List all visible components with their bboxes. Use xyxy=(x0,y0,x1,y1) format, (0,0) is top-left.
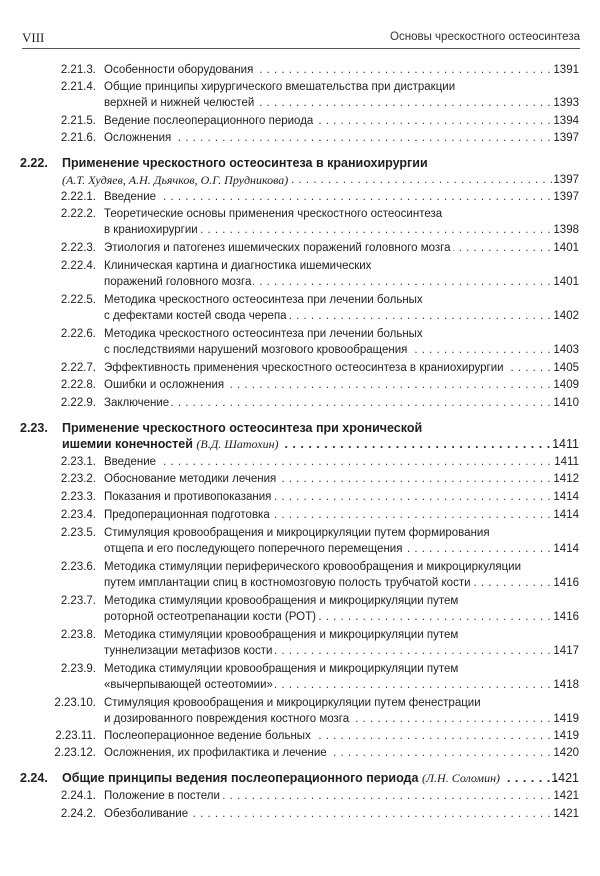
toc-entry-page: 1411 xyxy=(554,456,579,468)
toc-entry xyxy=(0,471,600,487)
toc-entry-number: 2.21.3. xyxy=(60,64,96,76)
toc-entry xyxy=(0,806,600,822)
toc-entry-number: 2.22. xyxy=(20,156,48,170)
toc-entry-number: 2.22.5. xyxy=(60,294,96,306)
toc-entry-text: Обоснование методики лечения xyxy=(104,473,277,485)
toc-entry-page: 1420 xyxy=(553,747,579,759)
toc-entry-text: Ошибки и осложнения xyxy=(104,379,225,391)
toc-entry-text: Методика стимуляции кровообращения и микроциркуляции путем xyxy=(104,629,459,641)
toc-entry-title xyxy=(104,395,557,411)
toc-entry-title xyxy=(62,770,557,786)
toc-entry-number: 2.23.10. xyxy=(54,697,96,709)
toc-entry xyxy=(0,377,600,393)
toc-entry xyxy=(0,240,600,256)
toc-entry-page: 1401 xyxy=(553,242,579,254)
toc-entry-text: отщепа и его последующего поперечного перемещения xyxy=(104,543,403,555)
toc-entry-page: 1414 xyxy=(553,509,579,521)
toc-entry-number: 2.23.6. xyxy=(60,561,96,573)
toc-entry-text: Методика чрескостного остеосинтеза при лечении больных xyxy=(104,294,423,306)
page-number-roman: VIII xyxy=(22,30,45,45)
toc-entry xyxy=(0,507,600,523)
toc-entry-number: 2.22.1. xyxy=(60,191,96,203)
toc-entry-title xyxy=(104,627,557,643)
toc-entry-text: Применение чрескостного остеосинтеза при хронической xyxy=(62,421,423,435)
toc-entry xyxy=(0,308,600,324)
toc-entry-page: 1394 xyxy=(553,115,579,127)
toc-entry xyxy=(0,292,600,308)
toc-entry xyxy=(0,95,600,111)
toc-entry-number: 2.23.7. xyxy=(60,595,96,607)
toc-entry xyxy=(0,609,600,625)
toc-entry xyxy=(0,661,600,677)
toc-entry-page: 1412 xyxy=(553,473,579,485)
toc-entry-number: 2.24. xyxy=(20,771,48,785)
toc-entry xyxy=(0,454,600,470)
toc-entry xyxy=(0,728,600,744)
toc-entry xyxy=(0,395,600,411)
toc-entry-text: Этиология и патогенез ишемических поражений головного мозга xyxy=(104,242,451,254)
toc-entry xyxy=(0,627,600,643)
toc-entry-text: (А.Т. Худяев, А.Н. Дьячков, О.Г. Прудникова) xyxy=(62,173,289,187)
toc-entry-text: Методика стимуляции кровообращения и микроциркуляции путем xyxy=(104,595,459,607)
toc-entry xyxy=(0,258,600,274)
toc-entry-number: 2.21.6. xyxy=(60,132,96,144)
toc-entry-title xyxy=(104,728,557,744)
toc-entry-number: 2.23.12. xyxy=(54,747,96,759)
toc-entry-number: 2.23.5. xyxy=(60,527,96,539)
toc-entry-number: 2.23.11. xyxy=(55,730,96,742)
toc-entry-title xyxy=(104,206,557,222)
toc-entry xyxy=(0,770,600,786)
toc-entry xyxy=(0,489,600,505)
toc-entry-title xyxy=(104,507,557,523)
toc-entry xyxy=(0,326,600,342)
toc-entry-title xyxy=(104,222,557,238)
toc-entry-text: Методика стимуляции периферического кровообращения и микроциркуляции xyxy=(104,561,522,573)
toc-entry xyxy=(0,172,600,188)
toc-entry-page: 1410 xyxy=(553,397,579,409)
toc-entry-page: 1414 xyxy=(553,543,579,555)
toc-entry-title xyxy=(104,806,557,822)
toc-entry-text: Введение xyxy=(104,191,157,203)
toc-entry-title xyxy=(104,745,557,761)
toc-entry-text: в краниохирургии xyxy=(104,224,198,236)
toc-entry-title xyxy=(104,593,557,609)
toc-entry-page: 1401 xyxy=(553,276,579,288)
toc-entry xyxy=(0,206,600,222)
toc-entry-number: 2.23.2. xyxy=(60,473,96,485)
toc-entry-text: поражений головного мозга xyxy=(104,276,252,288)
toc-entry-text: ишемии конечностей xyxy=(62,437,193,451)
toc-entry-number: 2.23. xyxy=(20,421,48,435)
toc-entry-number: 2.22.8. xyxy=(60,379,96,391)
toc-entry xyxy=(0,593,600,609)
toc-entry-number: 2.21.4. xyxy=(60,81,96,93)
toc-entry-text: Осложнения xyxy=(104,132,172,144)
toc-entry-author: (Л.Н. Соломин) xyxy=(421,771,501,785)
toc-entry-title xyxy=(104,643,557,659)
toc-entry-title xyxy=(104,326,557,342)
toc-entry-title xyxy=(104,454,557,470)
toc-entry-text: с дефектами костей свода черепа xyxy=(104,310,287,322)
toc-entry-text: роторной остеотрепанации кости (РОТ) xyxy=(104,611,316,623)
toc-entry-title xyxy=(104,541,557,557)
toc-entry-text: Заключение xyxy=(104,397,170,409)
toc-entry xyxy=(0,113,600,129)
toc-entry-title xyxy=(104,258,557,274)
toc-entry xyxy=(0,79,600,95)
toc-entry-title xyxy=(104,189,557,205)
toc-entry-text: Общие принципы хирургического вмешательства при дистракции xyxy=(104,81,456,93)
toc-entry-text: туннелизации метафизов кости xyxy=(104,645,273,657)
toc-entry xyxy=(0,360,600,376)
toc-entry-page: 1398 xyxy=(553,224,579,236)
toc-entry-title xyxy=(104,575,557,591)
toc-entry-text: Методика стимуляции кровообращения и микроциркуляции путем xyxy=(104,663,459,675)
toc-entry-number: 2.22.9. xyxy=(60,397,96,409)
toc-entry-title xyxy=(104,62,557,78)
toc-entry-text: Ведение послеоперационного периода xyxy=(104,115,314,127)
toc-entry-number: 2.22.3. xyxy=(60,242,96,254)
toc-entry-page: 1397 xyxy=(553,191,579,203)
toc-entry xyxy=(0,695,600,711)
toc-entry-page: 1419 xyxy=(553,730,579,742)
toc-entry-text: Показания и противопоказания xyxy=(104,491,272,503)
toc-entry xyxy=(0,342,600,358)
toc-entry-title xyxy=(104,695,557,711)
toc-entry xyxy=(0,559,600,575)
toc-entry-title xyxy=(104,130,557,146)
toc-entry-number: 2.24.2. xyxy=(60,808,96,820)
toc-entry-title xyxy=(104,79,557,95)
toc-entry-text: Осложнения, их профилактика и лечение xyxy=(104,747,327,759)
toc-entry-title xyxy=(104,113,557,129)
toc-entry-text: Применение чрескостного остеосинтеза в краниохирургии xyxy=(62,156,428,170)
toc-entry xyxy=(0,788,600,804)
toc-entry-page: 1397 xyxy=(553,132,579,144)
toc-entry-author: (В.Д. Шатохин) xyxy=(196,437,279,451)
toc-entry-title xyxy=(104,677,557,693)
toc-entry-number: 2.22.7. xyxy=(60,362,96,374)
toc-entry-text: Положение в постели xyxy=(104,790,220,802)
toc-entry-title xyxy=(104,308,557,324)
toc-entry-page: 1418 xyxy=(553,679,579,691)
toc-entry xyxy=(0,525,600,541)
toc-entry-text: Особенности оборудования xyxy=(104,64,254,76)
toc-entry-page: 1421 xyxy=(553,808,579,820)
toc-entry-number: 2.23.9. xyxy=(60,663,96,675)
toc-entry xyxy=(0,155,600,171)
toc-entry-page: 1405 xyxy=(553,362,579,374)
toc-entry-text: Стимуляция кровообращения и микроциркуляции путем формирования xyxy=(104,527,490,539)
toc-entry-text: Общие принципы ведения послеоперационного периода xyxy=(62,771,419,785)
toc-entry-title xyxy=(104,609,557,625)
toc-entry-number: 2.23.3. xyxy=(60,491,96,503)
toc-entry xyxy=(0,541,600,557)
toc-entry xyxy=(0,274,600,290)
toc-entry xyxy=(0,189,600,205)
toc-entry-title xyxy=(104,788,557,804)
toc-entry-text: «вычерпывающей остеотомии» xyxy=(104,679,273,691)
toc-entry-number: 2.22.2. xyxy=(60,208,96,220)
toc-entry xyxy=(0,575,600,591)
toc-entry-text: Послеоперационное ведение больных xyxy=(104,730,311,742)
toc-entry xyxy=(0,130,600,146)
toc-entry-title xyxy=(104,292,557,308)
toc-entry-text: с последствиями нарушений мозгового кровообращения xyxy=(104,344,408,356)
toc-entry-text: Стимуляция кровообращения и микроциркуляции путем фенестрации xyxy=(104,697,481,709)
toc-entry-page: 1414 xyxy=(553,491,579,503)
toc-entry xyxy=(0,643,600,659)
toc-entry-title xyxy=(104,95,557,111)
toc-entry-page: 1391 xyxy=(553,64,579,76)
toc-entry-title xyxy=(104,661,557,677)
toc-entry-page: 1417 xyxy=(553,645,579,657)
toc-entry-page: 1393 xyxy=(553,97,579,109)
toc-entry-text: Клиническая картина и диагностика ишемических xyxy=(104,260,372,272)
toc-entry-page: 1397 xyxy=(553,174,579,186)
toc-entry-title xyxy=(104,360,557,376)
toc-entry-title xyxy=(104,711,557,727)
toc-entry-number: 2.21.5. xyxy=(60,115,96,127)
toc-entry xyxy=(0,62,600,78)
toc-entry-page: 1403 xyxy=(553,344,579,356)
toc-entry-number: 2.22.4. xyxy=(60,260,96,272)
toc-entry-page: 1402 xyxy=(553,310,579,322)
toc-entry xyxy=(0,222,600,238)
toc-entry-text: и дозированного повреждения костного мозга xyxy=(104,713,350,725)
toc-entry-page: 1416 xyxy=(553,611,579,623)
toc-entry-title xyxy=(104,525,557,541)
running-header xyxy=(22,28,580,49)
toc-entry-text: Методика чрескостного остеосинтеза при лечении больных xyxy=(104,328,423,340)
toc-entry-page: 1411 xyxy=(552,437,579,451)
toc-entry-text: верхней и нижней челюстей xyxy=(104,97,255,109)
toc-entry xyxy=(0,677,600,693)
toc-entry-number: 2.24.1. xyxy=(60,790,96,802)
book-title: Основы чрескостного остеосинтеза xyxy=(390,31,580,43)
toc-entry-title xyxy=(104,342,557,358)
toc-entry-number: 2.23.8. xyxy=(60,629,96,641)
toc-entry-title xyxy=(62,420,557,436)
toc-entry-page: 1416 xyxy=(553,577,579,589)
toc-entry-text: путем имплантации спиц в костномозговую полость трубчатой кости xyxy=(104,577,471,589)
toc-entry-title xyxy=(62,172,557,189)
toc-entry-page: 1409 xyxy=(553,379,579,391)
toc-entry-page: 1421 xyxy=(551,771,579,785)
toc-entry-number: 2.22.6. xyxy=(60,328,96,340)
toc-entry-title xyxy=(62,436,557,452)
toc-entry xyxy=(0,745,600,761)
toc-entry-title xyxy=(104,471,557,487)
toc-entry-title xyxy=(104,489,557,505)
toc-entry-title xyxy=(104,274,557,290)
toc-entry xyxy=(0,711,600,727)
toc-entry-number: 2.23.4. xyxy=(60,509,96,521)
toc-entry xyxy=(0,436,600,452)
toc-entry-text: Теоретические основы применения чрескостного остеосинтеза xyxy=(104,208,443,220)
toc-entry-text: Эффективность применения чрескостного остеосинтеза в краниохирургии xyxy=(104,362,504,374)
toc-entry-number: 2.23.1. xyxy=(60,456,96,468)
toc-entry-page: 1419 xyxy=(553,713,579,725)
toc-entry-title xyxy=(104,377,557,393)
toc-entry-title xyxy=(62,155,557,171)
toc-entry-text: Введение xyxy=(104,456,157,468)
toc-entry xyxy=(0,420,600,436)
toc-entry-title xyxy=(104,559,557,575)
toc-entry-title xyxy=(104,240,557,256)
toc-entry-page: 1421 xyxy=(553,790,579,802)
toc-entry-text: Обезболивание xyxy=(104,808,189,820)
toc-entry-text: Предоперационная подготовка xyxy=(104,509,270,521)
